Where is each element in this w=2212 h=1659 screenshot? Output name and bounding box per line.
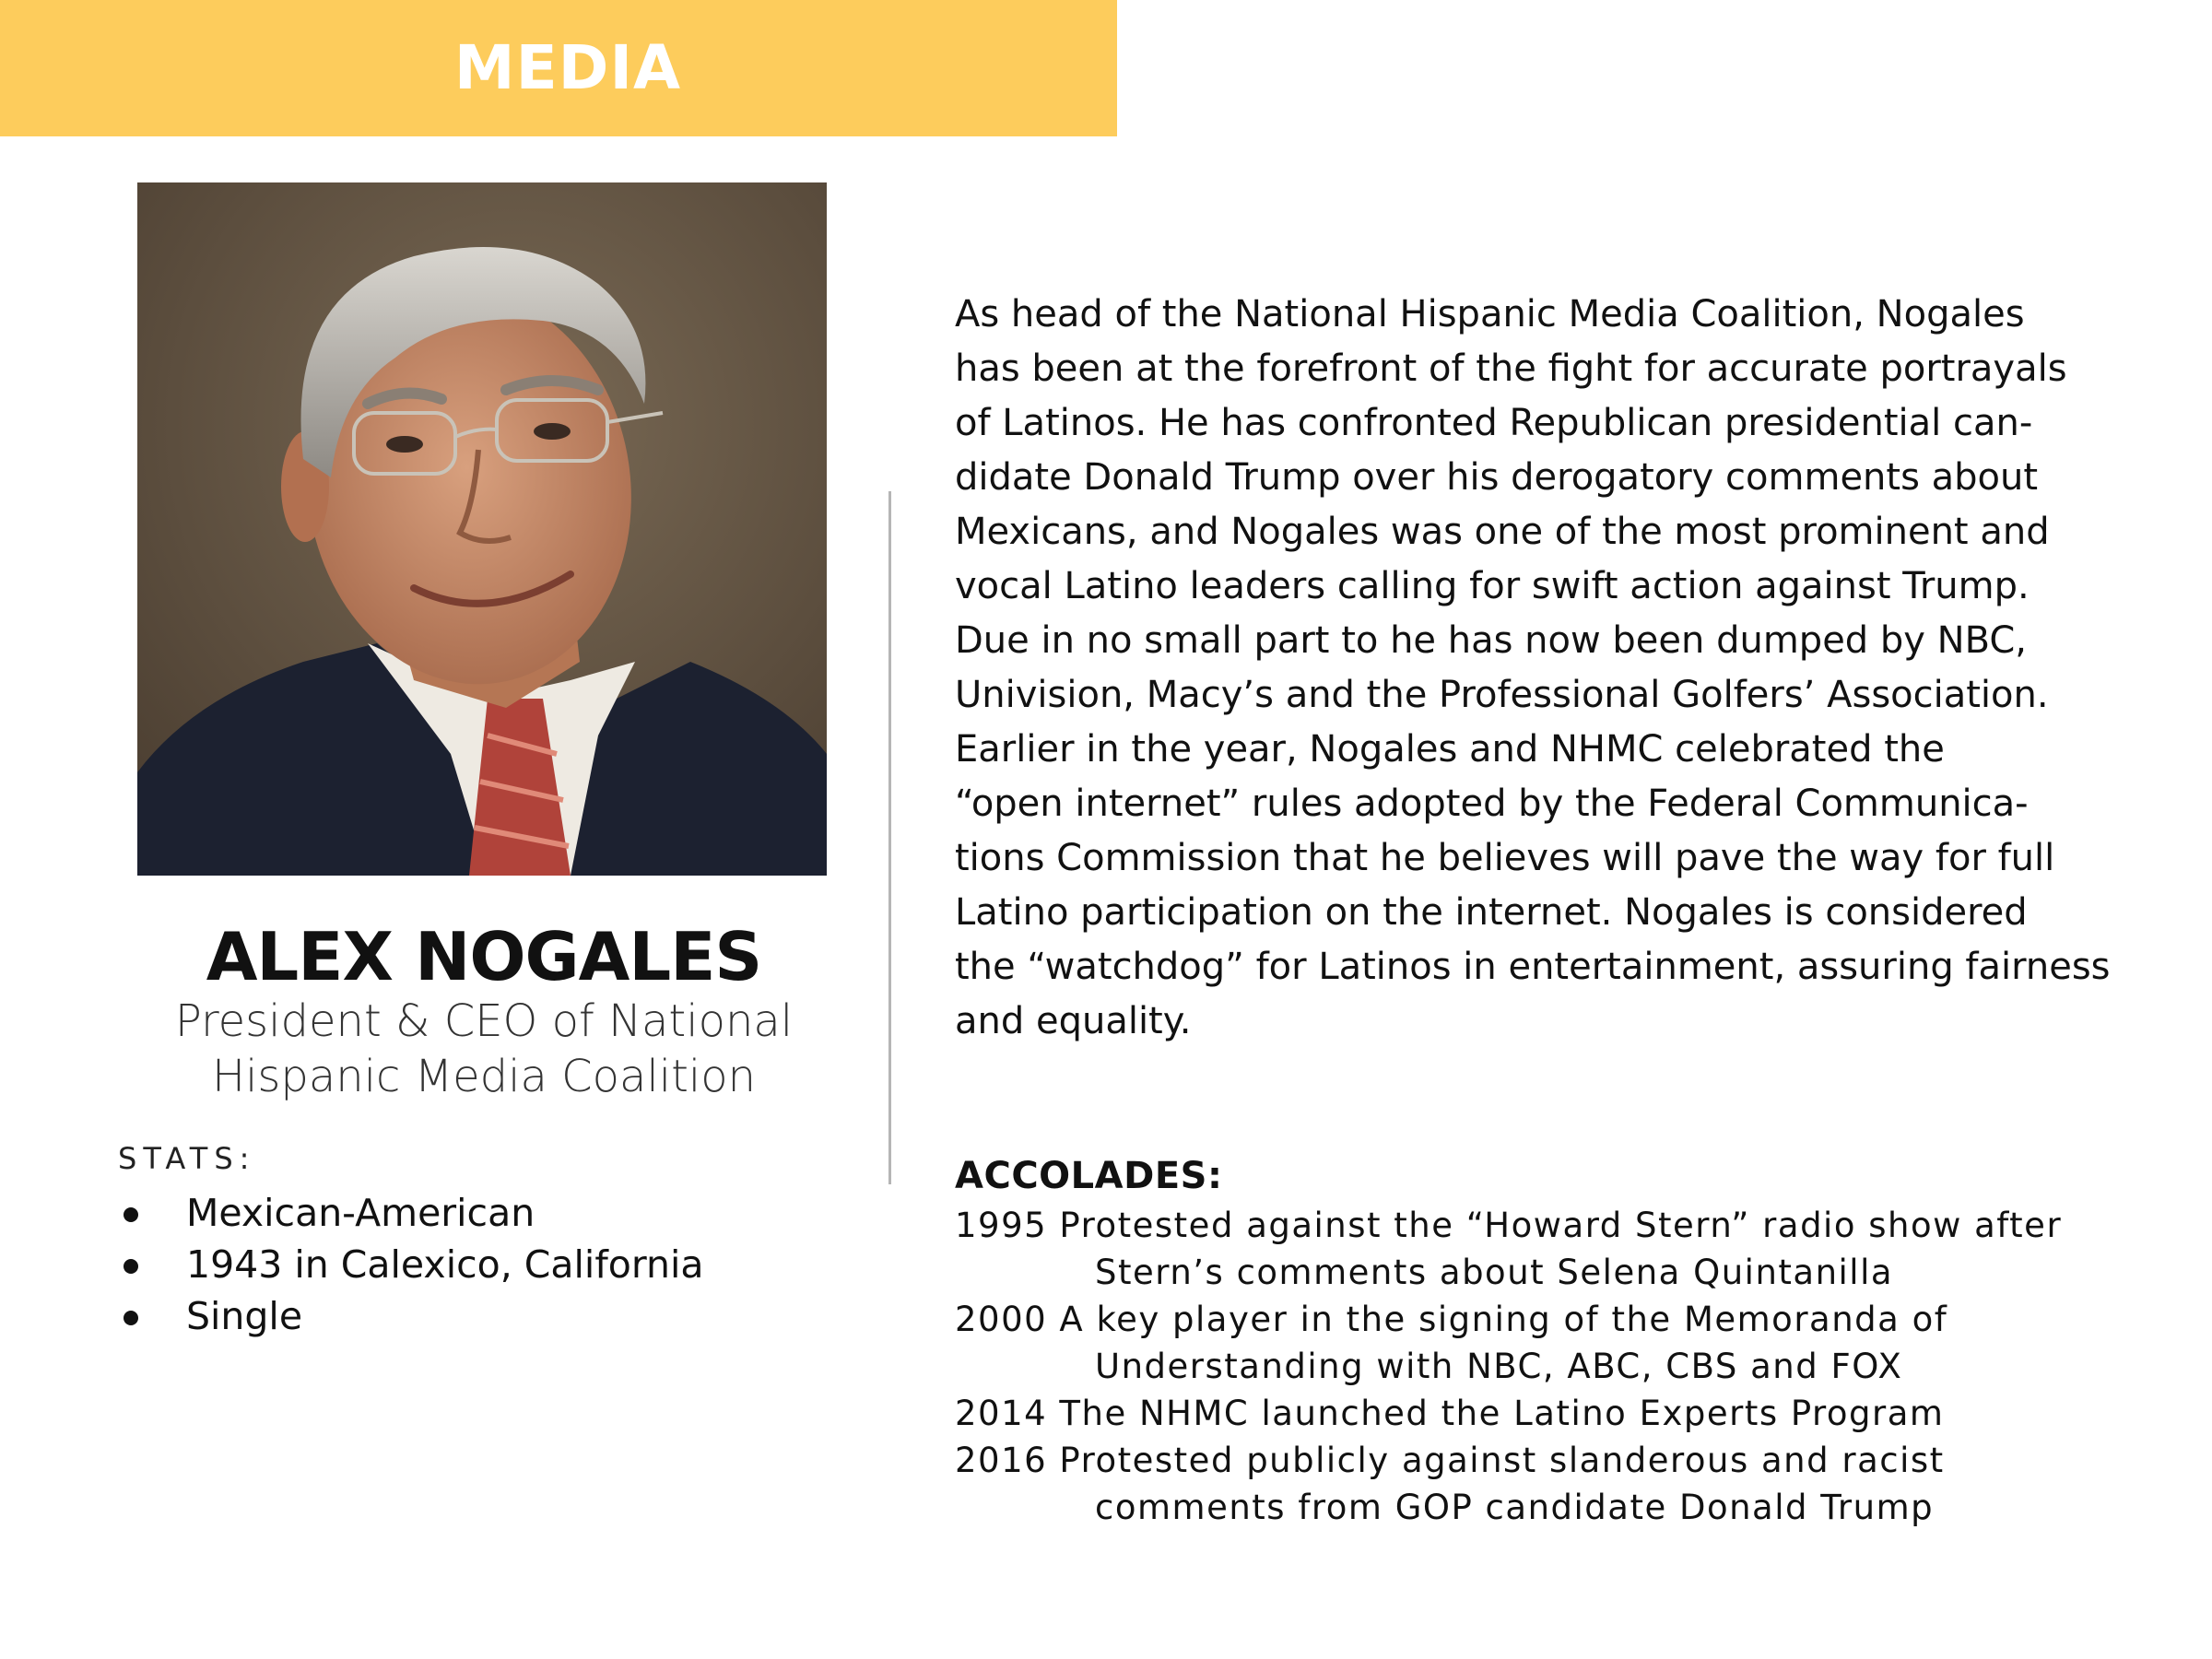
vertical-divider — [888, 491, 891, 1184]
accolades-list — [955, 1202, 2181, 1531]
role-line: President & CEO of National — [174, 995, 794, 1047]
accolade-continuation: comments from GOP candidate Donald Trump — [1095, 1488, 1935, 1527]
person-role — [129, 994, 839, 1104]
bullet-icon — [124, 1259, 138, 1274]
bio-line: Univision, Macy’s and the Professional Golfers’ Association. — [955, 674, 2049, 716]
person-name: ALEX NOGALES — [206, 918, 762, 995]
accolade-item: 1995 Protested against the “Howard Stern” radio show after — [955, 1206, 2063, 1245]
accolade-continuation: Stern’s comments about Selena Quintanilla — [1095, 1253, 1894, 1292]
bio-line: “open internet” rules adopted by the Federal Communica- — [955, 782, 2029, 825]
stats-item-text: 1943 in Calexico, California — [186, 1242, 704, 1287]
bio-line: Earlier in the year, Nogales and NHMC celebrated the — [955, 728, 1945, 771]
stats-item-text: Single — [186, 1294, 303, 1338]
bullet-icon — [124, 1207, 138, 1222]
bio-line: has been at the forefront of the fight for accurate portrayals — [955, 347, 2067, 390]
bullet-icon — [124, 1311, 138, 1325]
accolade-item: 2014 The NHMC launched the Latino Experts Program — [955, 1394, 1945, 1433]
accolades-heading: ACCOLADES: — [955, 1155, 1223, 1197]
stats-item — [118, 1187, 703, 1239]
bio-line: didate Donald Trump over his derogatory comments about — [955, 456, 2039, 499]
bio-line: Latino participation on the internet. Nogales is considered — [955, 891, 2028, 934]
stats-heading: STATS: — [118, 1141, 256, 1176]
bio-paragraph — [955, 288, 2162, 1049]
stats-item — [118, 1239, 703, 1290]
accolade-item: 2000 A key player in the signing of the Memoranda of — [955, 1300, 1948, 1339]
section-title: MEDIA — [453, 32, 682, 103]
bio-line: vocal Latino leaders calling for swift action against Trump. — [955, 565, 2030, 607]
accolade-continuation: Understanding with NBC, ABC, CBS and FOX — [1095, 1347, 1903, 1386]
portrait-photo — [137, 182, 827, 876]
bio-line: of Latinos. He has confronted Republican presidential can- — [955, 402, 2033, 444]
bio-line: tions Commission that he believes will pave the way for full — [955, 837, 2055, 879]
bio-line: Mexicans, and Nogales was one of the most prominent and — [955, 511, 2050, 553]
accolade-item: 2016 Protested publicly against slanderous and racist — [955, 1441, 1945, 1480]
stats-list — [118, 1187, 703, 1342]
role-line: Hispanic Media Coalition — [211, 1051, 757, 1102]
bio-line: As head of the National Hispanic Media Coalition, Nogales — [955, 293, 2025, 335]
stats-item — [118, 1290, 703, 1342]
stats-item-text: Mexican-American — [186, 1191, 535, 1235]
bio-line: Due in no small part to he has now been dumped by NBC, — [955, 619, 2027, 662]
bio-line: and equality. — [955, 1000, 1192, 1042]
bio-line: the “watchdog” for Latinos in entertainment, assuring fairness — [955, 946, 2111, 988]
